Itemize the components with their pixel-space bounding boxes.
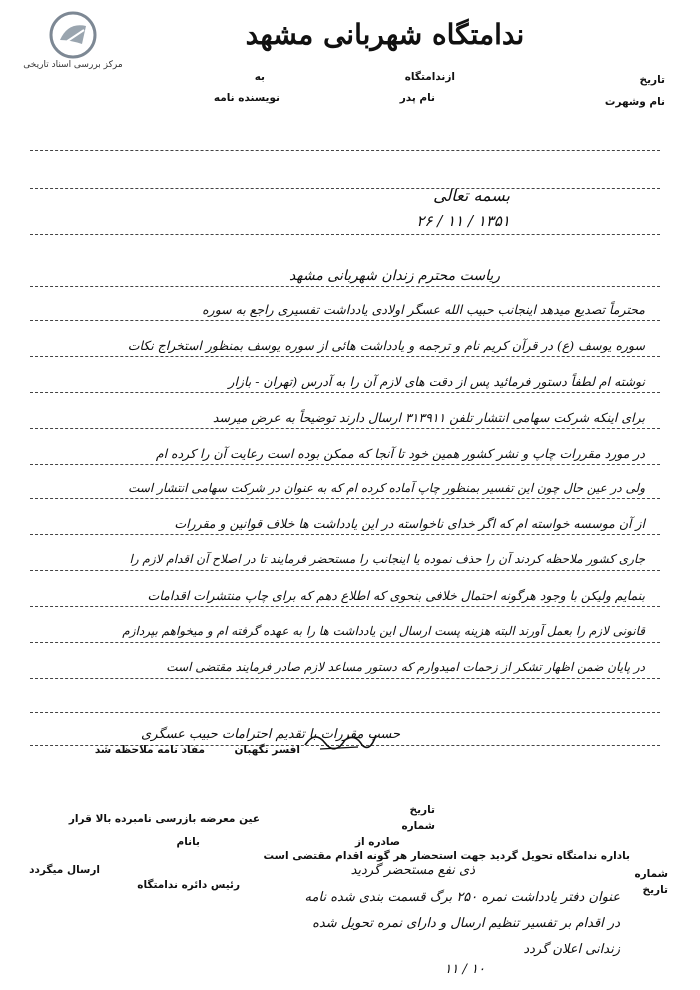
letter-line: جاری کشور ملاحظه کردند آن را حذف نموده یا اینجانب را مستحضر فرمایند تا در اصلاح آن اقدام لازم را	[129, 552, 645, 566]
footer-date2-label: تاریخ	[642, 884, 668, 896]
ruled-line	[30, 570, 660, 571]
letter-line: محترماً تصدیع میدهد اینجانب حبیب الله عسگر اولادی یادداشت تفسیری راجع به سوره	[202, 302, 645, 317]
office-note: باداره ندامتگاه تحویل گردید جهت استحضار هر گونه اقدام مقتضی است	[263, 850, 630, 862]
ruled-line	[30, 428, 660, 429]
letter-line: از آن موسسه خواسته ام که اگر خدای ناخواسته در این یادداشت ها خلاف قوانین و مقررات	[174, 516, 645, 531]
to-label: به	[254, 71, 265, 83]
ruled-line	[30, 392, 660, 393]
handnote-date: ۱۱ / ۱۰	[444, 962, 485, 977]
ruled-line	[30, 678, 660, 679]
handnote-line: در اقدام بر تفسیر تنظیم ارسال و دارای نمره تحویل شده	[312, 916, 620, 931]
ruled-line	[30, 188, 660, 189]
writer-name-label: نویسنده نامه	[213, 92, 280, 104]
letter-line: در پایان ضمن اظهار تشکر از زحمات امیدوارم که دستور مساعد لازم صادر فرمایند مقتضی است	[166, 660, 645, 674]
name-city-label: نام وشهرت	[604, 96, 665, 108]
sent-to-label: ارسال میگردد	[29, 864, 100, 876]
signature-mark	[300, 725, 380, 755]
letter-opening: بسمه تعالی	[433, 186, 510, 205]
ruled-line	[30, 498, 660, 499]
letter-line: برای اینکه شرکت سهامی انتشار تلفن ۳۱۳۹۱۱ ارسال دارند توضیحاً به عرض میرسد	[212, 410, 645, 425]
officer-label: افسر نگهبان	[234, 744, 300, 756]
archive-logo	[8, 10, 138, 80]
officer-handnote: ذی نفع مستحضر گردید	[350, 863, 475, 878]
from-prison-label: ازندامتگاه	[404, 71, 455, 83]
letter-salutation: ریاست محترم زندان شهربانی مشهد	[289, 268, 500, 284]
page-title: ندامتگاه شهربانی مشهد	[245, 18, 525, 51]
letter-line: سوره یوسف (ع) در قرآن کریم نام و ترجمه و یادداشت هائی از سوره یوسف بمنظور استخراج نکات	[127, 338, 645, 353]
ruled-line	[30, 234, 660, 235]
handnote-line: عنوان دفتر یادداشت نمره ۲۵۰ برگ قسمت بندی شده نامه	[304, 890, 620, 905]
letter-line: بنمایم ولیکن با وجود هرگونه احتمال خلافی بنحوی که اطلاع دهم که برای چاپ منتشرات اقدامات	[147, 588, 645, 603]
ruled-line	[30, 356, 660, 357]
ruled-line	[30, 642, 660, 643]
letter-date: ۲۶ / ۱۱ / ۱۳۵۱	[416, 212, 510, 230]
logo-caption: مرکز بررسی اسناد تاریخی	[23, 60, 123, 70]
father-name-label: نام پدر	[399, 92, 435, 104]
letter-line: در مورد مقررات چاپ و نشر کشور همین خود تا آنجا که ممکن بوده است رعایت آن را کرده ام	[155, 446, 645, 461]
letter-line: قانونی لازم را بعمل آورند البته هزینه پست ارسال این یادداشت ها را به عهده گرفته ام و میخواهم بپردازم	[122, 624, 645, 638]
ruled-line	[30, 606, 660, 607]
footer-date-label: تاریخ	[409, 804, 435, 816]
issued-from-label: صادره از	[354, 836, 400, 848]
archive-seal-icon	[48, 10, 98, 60]
letter-line: ولی در عین حال چون این تفسیر بمنظور چاپ آماده کرده ام که به عنوان در شرکت سهامی انتشار است	[128, 481, 645, 495]
head-label: رئیس دائره ندامتگاه	[137, 879, 240, 891]
footer-number-label: شماره	[401, 820, 435, 832]
review-approval-label: عین معرضه بازرسی نامبرده بالا قرار	[68, 813, 260, 825]
ruled-line	[30, 150, 660, 151]
footer-number2-label: شماره	[634, 868, 668, 880]
reviewed-label: مفاد نامه ملاحظه شد	[94, 744, 205, 756]
date-label: تاریخ	[639, 74, 665, 86]
ruled-line	[30, 534, 660, 535]
ruled-line	[30, 712, 660, 713]
ruled-line	[30, 464, 660, 465]
letter-line: نوشته ام لطفاً دستور فرمائید پس از دقت های لازم آن را به آدرس (تهران - بازار	[228, 374, 645, 389]
by-name-label: بانام	[176, 836, 200, 848]
ruled-line	[30, 286, 660, 287]
ruled-line	[30, 320, 660, 321]
letter-closing: حسب مقررات با تقدیم احترامات حبیب عسگری	[141, 727, 400, 742]
handnote-line: زندانی اعلان گردد	[523, 942, 620, 957]
